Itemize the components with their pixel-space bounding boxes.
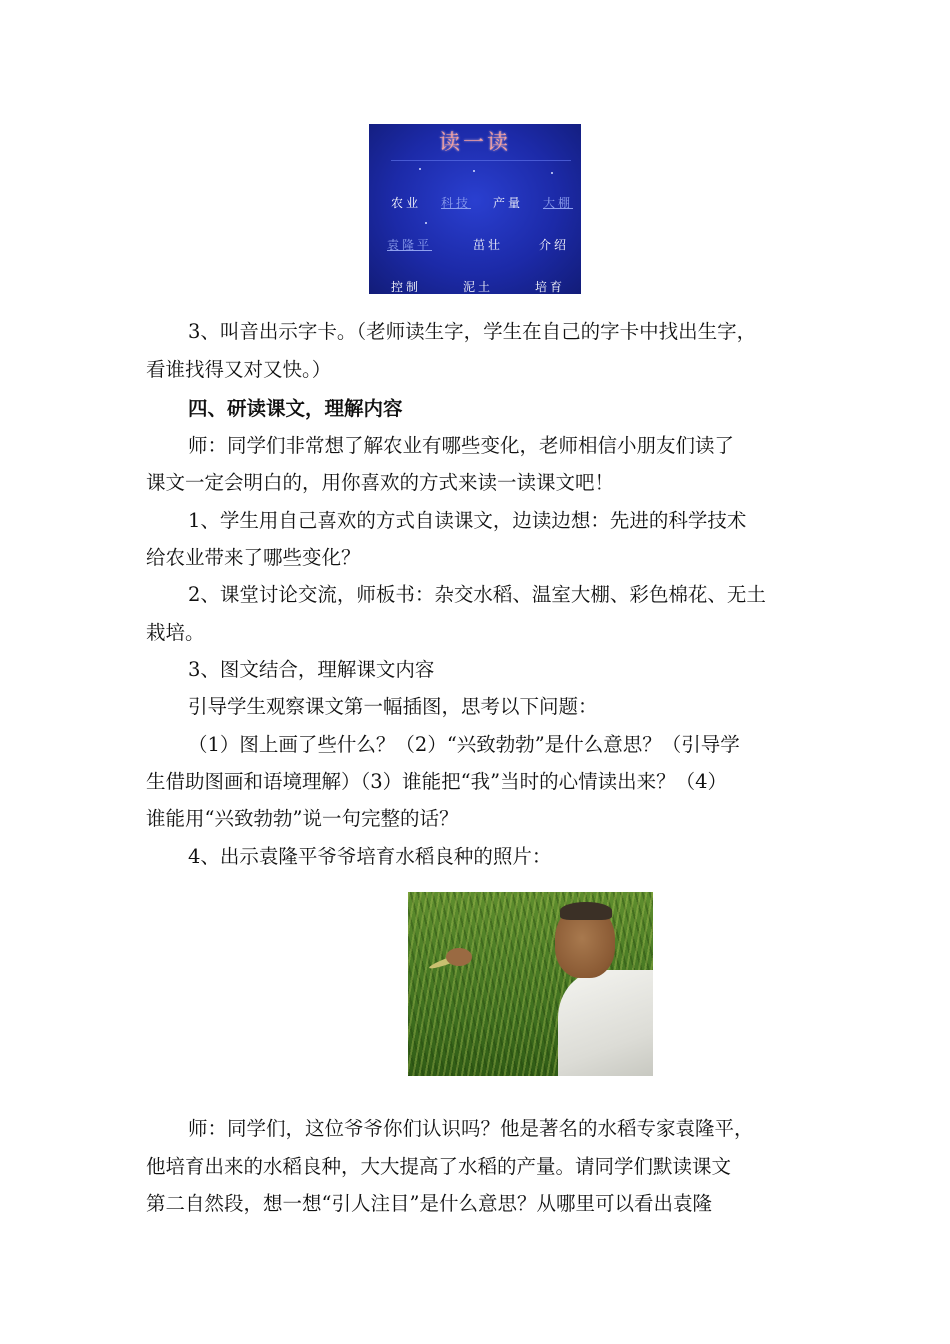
para-3-line-1: 1、学生用自己喜欢的方式自读课文，边读边想：先进的科学技术 xyxy=(188,509,747,532)
word-nongye: 农业 xyxy=(391,196,422,210)
para-5: 3、图文结合，理解课文内容 xyxy=(188,658,435,681)
word-nitu: 泥土 xyxy=(463,280,494,294)
para-2-line-2: 课文一定会明白的，用你喜欢的方式来读一读课文吧！ xyxy=(146,471,615,494)
para-6: 引导学生观察课文第一幅插图，思考以下问题： xyxy=(188,695,598,718)
word-peiyu: 培育 xyxy=(535,280,566,294)
sparkle xyxy=(419,168,421,170)
word-jieshao: 介绍 xyxy=(539,238,570,252)
para-8: 4、出示袁隆平爷爷培育水稻良种的照片： xyxy=(188,845,552,868)
white-shirt xyxy=(558,970,653,1076)
section-heading-4: 四、研读课文，理解内容 xyxy=(188,397,403,420)
sparkle xyxy=(473,170,475,172)
rice-field-photo xyxy=(408,892,653,1076)
sparkle xyxy=(551,172,553,174)
word-zhuozhuang: 茁壮 xyxy=(473,238,504,252)
para-4-line-1: 2、课堂讨论交流，师板书：杂交水稻、温室大棚、彩色棉花、无土 xyxy=(188,583,766,606)
word-kongzhi: 控制 xyxy=(391,280,422,294)
word-yuanlongping: 袁隆平 xyxy=(387,238,433,252)
person-hand xyxy=(446,948,472,966)
para-4-line-2: 栽培。 xyxy=(146,621,205,644)
word-card-divider xyxy=(391,160,571,161)
para-1-line-2: 看谁找得又对又快。） xyxy=(146,358,332,381)
para-2-line-1: 师：同学们非常想了解农业有哪些变化，老师相信小朋友们读了 xyxy=(188,434,735,457)
para-7-line-1: （1）图上画了些什么？（2）“兴致勃勃”是什么意思？（引导学 xyxy=(188,733,740,756)
para-7-line-3: 谁能用“兴致勃勃”说一句完整的话？ xyxy=(146,807,459,830)
word-keji: 科技 xyxy=(441,196,472,210)
sparkle xyxy=(425,222,427,224)
word-card-image xyxy=(369,124,581,294)
word-chanliang: 产量 xyxy=(493,196,524,210)
word-card-title: 读一读 xyxy=(439,130,511,154)
para-1-line-1: 3、叫音出示字卡。（老师读生字，学生在自己的字卡中找出生字， xyxy=(188,320,757,343)
word-dapeng: 大棚 xyxy=(543,196,574,210)
person-hair xyxy=(560,902,612,920)
para-9-line-2: 他培育出来的水稻良种，大大提高了水稻的产量。请同学们默读课文 xyxy=(146,1155,732,1178)
para-9-line-1: 师：同学们，这位爷爷你们认识吗？他是著名的水稻专家袁隆平， xyxy=(188,1117,754,1140)
para-9-line-3: 第二自然段，想一想“引人注目”是什么意思？从哪里可以看出袁隆 xyxy=(146,1192,712,1215)
para-7-line-2: 生借助图画和语境理解）（3）谁能把“我”当时的心情读出来？（4） xyxy=(146,770,728,793)
para-3-line-2: 给农业带来了哪些变化？ xyxy=(146,546,361,569)
